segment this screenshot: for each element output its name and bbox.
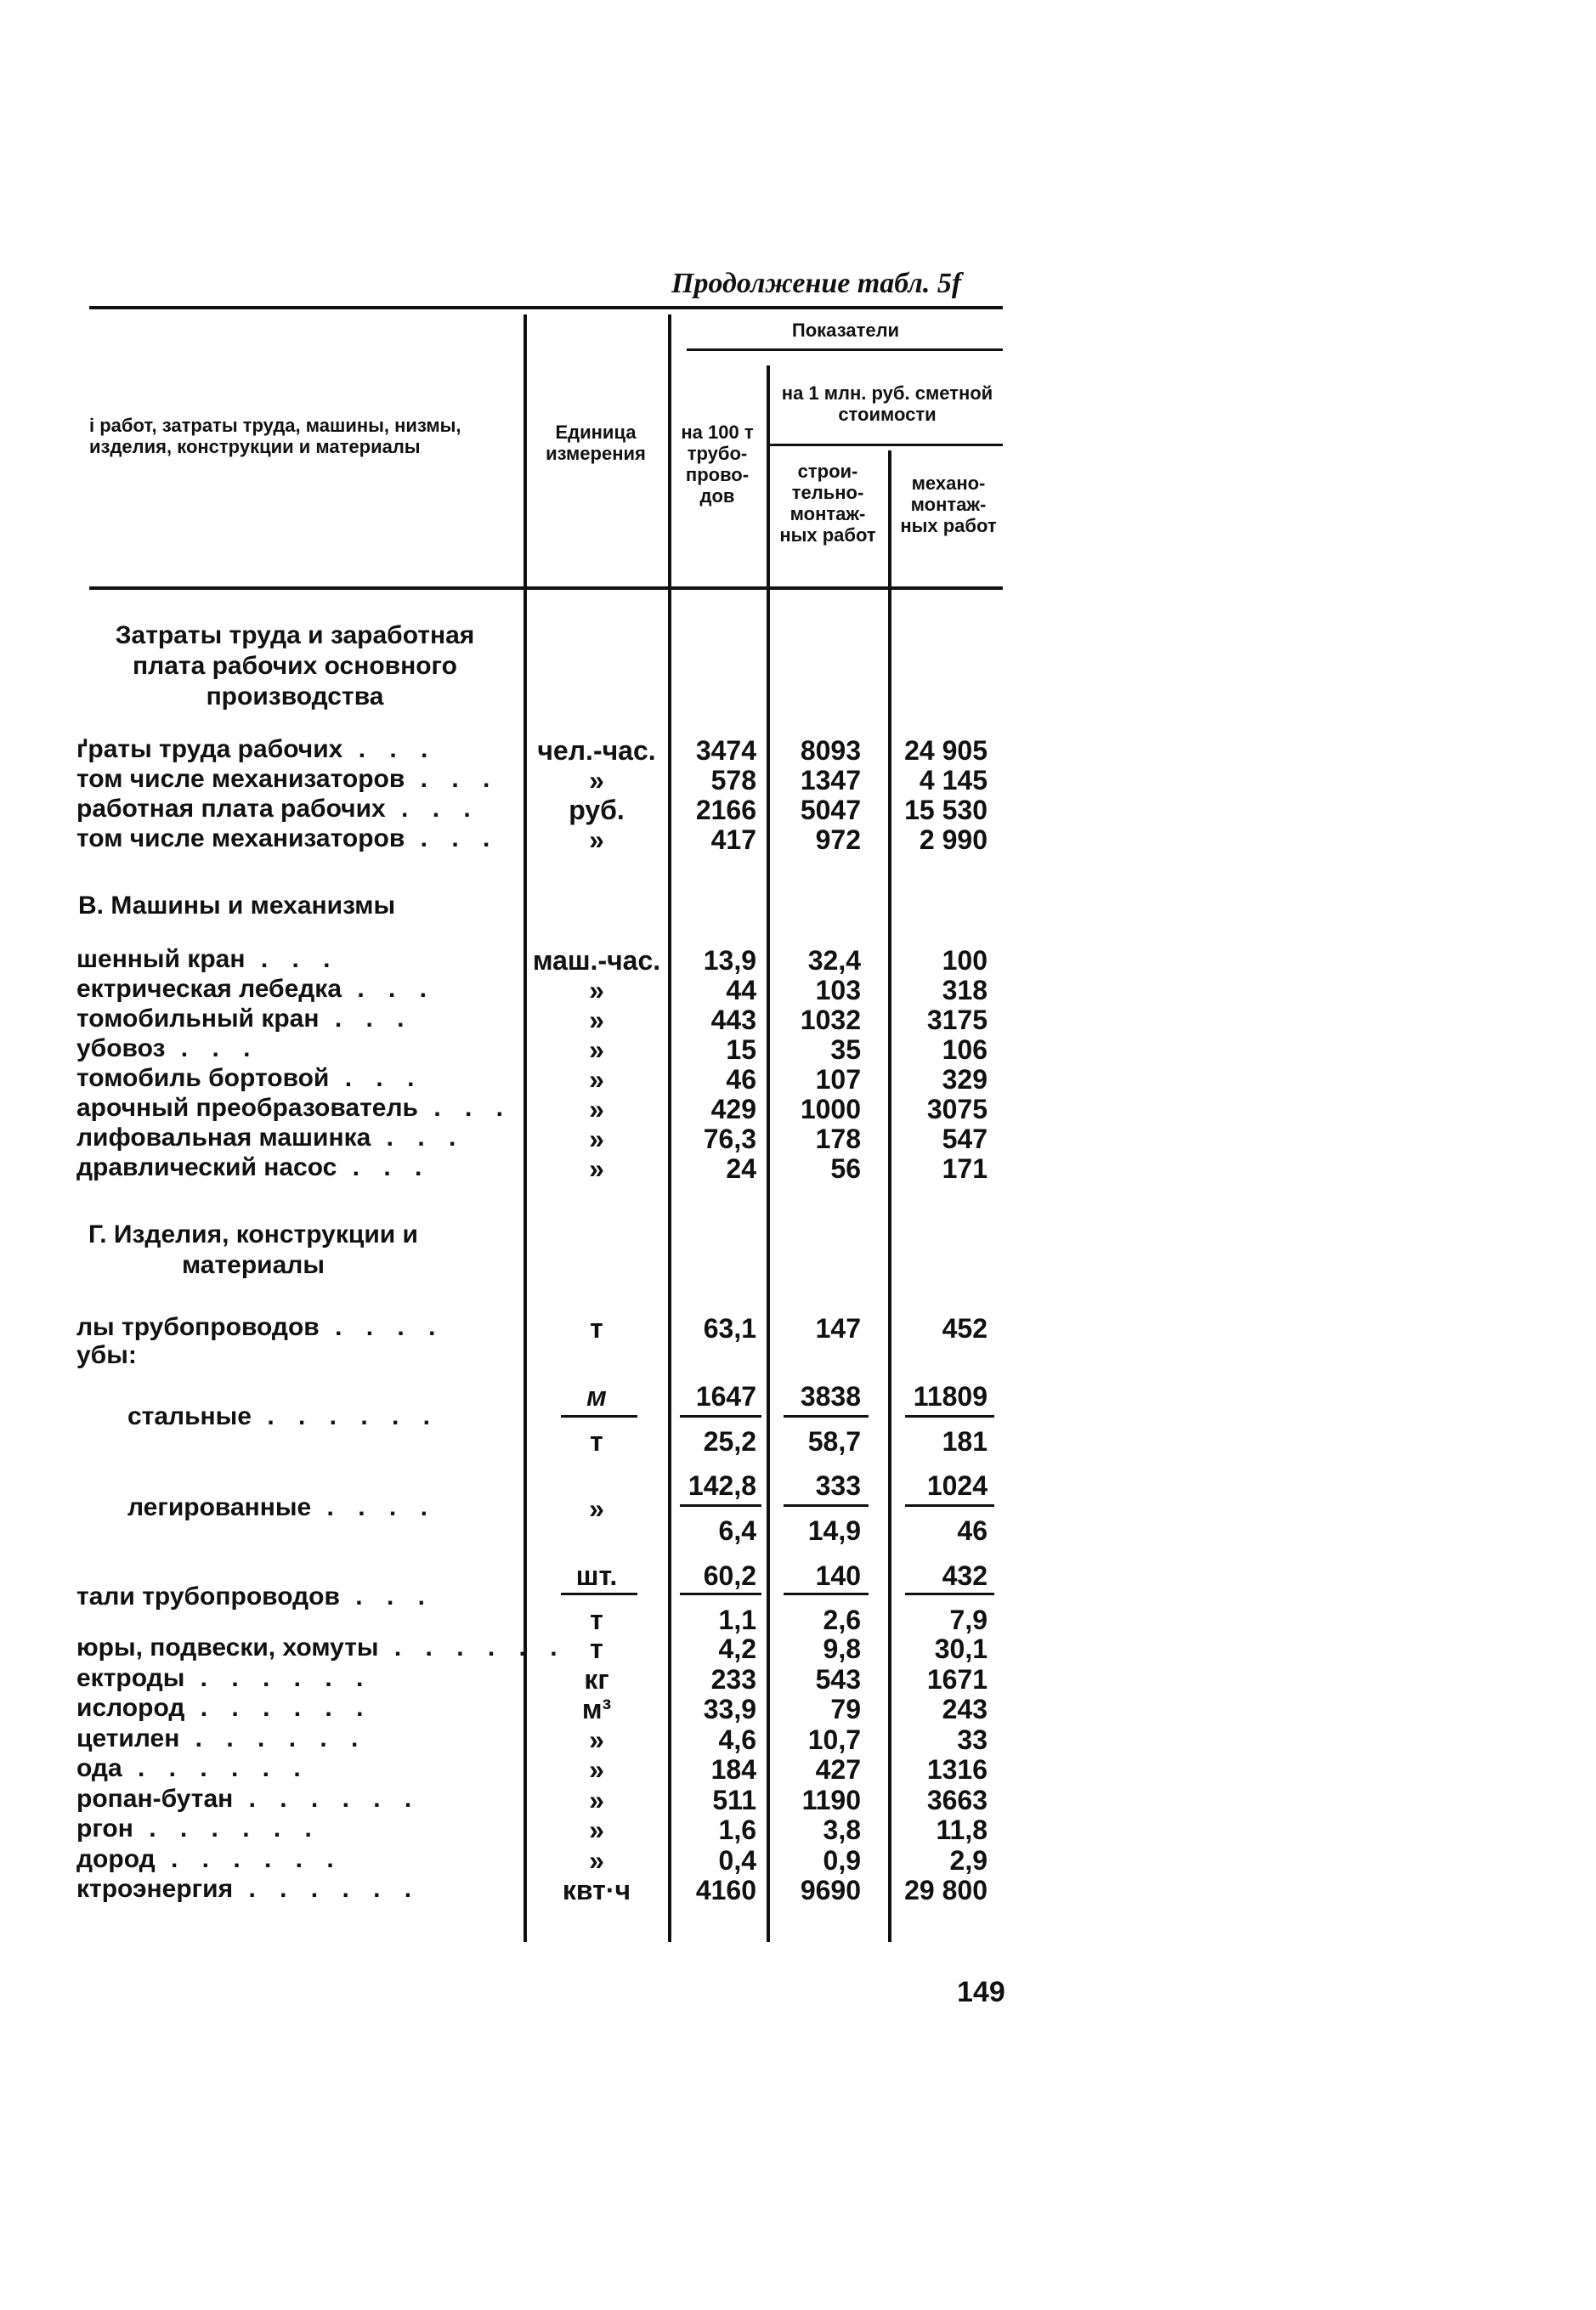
col-divider-unit (524, 314, 527, 1942)
machine-row-label (76, 975, 435, 1004)
labor-cell-unit: » (589, 824, 604, 855)
leader-dots: . . . (385, 795, 479, 823)
material-row-label-text: ргон (76, 1815, 133, 1843)
material-cell-v1: 511 (712, 1784, 756, 1815)
machine-row-label (76, 1005, 413, 1033)
material-row-label-text: ропан-бутан (76, 1784, 234, 1813)
machine-cell-v3: 3175 (926, 1005, 988, 1035)
leader-dots: . . . (405, 765, 499, 793)
unit-alloy: » (589, 1493, 604, 1524)
machine-cell-unit: » (589, 975, 604, 1005)
material-cell-unit: » (589, 1754, 604, 1785)
material-row-label-text: юры, подвески, хомуты (76, 1633, 379, 1662)
header-column-unit: Единица измерения (546, 422, 646, 464)
labor-cell-v2: 1347 (800, 765, 861, 795)
material-cell-v3: 29 800 (904, 1875, 988, 1905)
table-caption: Продолжение табл. 5f (671, 268, 962, 299)
header-mechanical: механо- монтаж- ных работ (900, 473, 997, 536)
material-row-label (76, 1815, 320, 1843)
material-cell-unit: т (590, 1633, 603, 1664)
per-1mln-rule (768, 444, 1003, 446)
section-machines-title: В. Машины и механизмы (78, 892, 396, 920)
machine-cell-v3: 100 (942, 945, 988, 976)
fraction-line-per100-steel (680, 1415, 761, 1418)
material-cell-unit: квт·ч (562, 1875, 631, 1905)
material-cell-v1: 184 (710, 1754, 756, 1785)
machine-cell-v2: 32,4 (807, 945, 861, 976)
header-column-name: і работ, затраты труда, машины, низмы, изделия, конструкции и материалы (89, 415, 461, 457)
fraction-line-per100-alloy (680, 1504, 761, 1507)
leader-dots: . . . . . . (179, 1724, 367, 1752)
value-per100-details-top: 60,2 (703, 1560, 756, 1591)
material-cell-v3: 11,8 (936, 1815, 988, 1845)
material-row-label-text: дород (76, 1844, 156, 1873)
material-row-label (76, 1875, 420, 1904)
table-top-rule (89, 306, 1003, 309)
row-label-pipeline-units: лы трубопроводов . . . . (76, 1313, 444, 1341)
leader-dots: . . . (342, 735, 437, 763)
material-cell-v3: 1316 (926, 1754, 988, 1785)
section-labor-title: Затраты труда и заработная плата рабочих основного производства (115, 621, 475, 711)
value-per100-steel-bottom: 25,2 (703, 1426, 756, 1457)
material-row-label (76, 1785, 420, 1814)
fraction-line-mechanical-steel (905, 1415, 994, 1418)
machine-row-label-text: дравлический насос (76, 1153, 337, 1181)
header-construction: строи- тельно- монтаж- ных работ (779, 461, 876, 546)
material-row-label-text: цетилен (76, 1724, 180, 1752)
fraction-line-construction-details (784, 1593, 869, 1595)
material-row-label (76, 1694, 371, 1723)
labor-cell-v1: 417 (710, 824, 756, 855)
value-per100-alloy-top: 142,8 (688, 1470, 756, 1501)
machine-cell-unit: » (589, 1094, 604, 1124)
fraction-line-mechanical-details (905, 1593, 994, 1595)
machine-row-label-text: шенный кран (76, 945, 246, 973)
material-row-label-text: ода (76, 1754, 122, 1782)
header-per-100t: на 100 т трубо- прово- дов (681, 422, 754, 507)
row-label-steel: стальные . . . . . . (127, 1402, 439, 1430)
leader-dots: . . . (245, 945, 339, 973)
value-mechanical-alloy-bottom: 46 (957, 1515, 988, 1546)
header-per-1mln: на 1 млн. руб. сметной стоимости (781, 382, 993, 425)
leader-dots: . . . . . . (184, 1694, 372, 1722)
labor-cell-unit: чел.-час. (537, 735, 656, 766)
value-per100-steel-top: 1647 (695, 1381, 756, 1412)
value-mechanical-alloy-top: 1024 (926, 1470, 988, 1501)
row-label-alloy: легированные . . . . (127, 1493, 436, 1521)
col-divider-mechanical (888, 450, 891, 1942)
leader-dots: . . . (371, 1124, 465, 1152)
leader-dots: . . . (337, 1153, 431, 1181)
material-cell-unit: кг (584, 1663, 609, 1695)
labor-cell-v3: 15 530 (904, 795, 988, 825)
machine-cell-v3: 171 (942, 1153, 988, 1184)
machine-cell-unit: маш.-час. (532, 945, 661, 976)
machine-cell-v1: 44 (726, 975, 756, 1005)
material-cell-v2: 9,8 (823, 1633, 861, 1664)
value-construction-alloy-bottom: 14,9 (807, 1515, 861, 1546)
unit-steel-bottom: т (590, 1426, 603, 1457)
leader-dots: . . . (319, 1005, 413, 1033)
leader-dots: . . . . . . (155, 1844, 342, 1873)
material-cell-v1: 1,6 (718, 1815, 756, 1845)
material-cell-v2: 543 (815, 1663, 861, 1695)
labor-cell-v2: 972 (815, 824, 861, 855)
material-row-label (76, 1633, 566, 1662)
labor-row-label (76, 795, 479, 824)
machine-cell-unit: » (589, 1153, 604, 1184)
value-construction-steel-top: 3838 (800, 1381, 861, 1412)
fraction-line-per100-details (680, 1593, 761, 1595)
value-construction-details-top: 140 (815, 1560, 861, 1591)
machine-cell-v1: 24 (726, 1153, 756, 1184)
material-cell-v1: 33,9 (703, 1694, 756, 1724)
labor-cell-v1: 578 (710, 765, 756, 795)
material-cell-v3: 30,1 (934, 1633, 988, 1664)
machine-cell-v2: 107 (815, 1064, 861, 1095)
material-row-label-text: ктроэнергия (76, 1875, 234, 1903)
machine-cell-v3: 329 (942, 1064, 988, 1095)
material-row-label (76, 1724, 366, 1753)
machine-cell-v1: 443 (710, 1005, 756, 1035)
labor-cell-v2: 8093 (800, 735, 861, 766)
header-indicators: Показатели (791, 320, 900, 341)
material-cell-v3: 3663 (926, 1784, 988, 1815)
labor-cell-v3: 2 990 (919, 824, 988, 855)
material-cell-v1: 4160 (695, 1875, 756, 1905)
machine-cell-v2: 35 (830, 1034, 861, 1065)
labor-row-label (76, 765, 498, 794)
machine-row-label (76, 1153, 430, 1182)
value-mechanical-details-bottom: 7,9 (949, 1605, 988, 1635)
unit-details-bottom: т (590, 1605, 603, 1635)
labor-row-label-text: том числе механизаторов (76, 824, 405, 852)
material-cell-v3: 33 (957, 1724, 988, 1755)
leader-dots: . . . (329, 1064, 423, 1092)
leader-dots: . . . (417, 1094, 512, 1122)
value-construction-alloy-top: 333 (815, 1470, 861, 1501)
material-row-label-text: ислород (76, 1694, 185, 1722)
machine-row-label-text: лифовальная машинка (76, 1124, 371, 1152)
leader-dots: . . . . . . (184, 1663, 372, 1692)
material-cell-v1: 233 (710, 1663, 756, 1695)
fraction-line-unit-steel (561, 1415, 637, 1418)
row-label-pipes: убы: (76, 1341, 137, 1369)
leader-dots: . . . . . . (233, 1784, 421, 1813)
machine-row-label-text: томобильный кран (76, 1005, 320, 1033)
machine-cell-v2: 1000 (800, 1094, 861, 1124)
value-construction-steel-bottom: 58,7 (807, 1426, 861, 1457)
material-cell-v2: 79 (830, 1694, 861, 1724)
machine-cell-v3: 547 (942, 1124, 988, 1154)
material-row-label (76, 1664, 371, 1693)
value-per100-alloy-bottom: 6,4 (718, 1515, 756, 1546)
machine-row-label-text: арочный преобразователь (76, 1094, 418, 1122)
labor-cell-v3: 24 905 (904, 735, 988, 766)
machine-row-label (76, 1094, 512, 1123)
labor-row-label-text: том числе механизаторов (76, 765, 405, 793)
material-row-label (76, 1845, 342, 1874)
machine-cell-v2: 178 (815, 1124, 861, 1154)
material-cell-unit: » (589, 1844, 604, 1876)
machine-cell-v1: 429 (710, 1094, 756, 1124)
material-cell-v2: 427 (815, 1754, 861, 1785)
material-cell-v2: 1190 (801, 1784, 861, 1815)
material-row-label-text: ектроды (76, 1663, 185, 1692)
fraction-line-construction-steel (784, 1415, 869, 1418)
labor-cell-v1: 3474 (695, 735, 756, 766)
machine-cell-v1: 46 (726, 1064, 756, 1095)
indicators-rule (687, 348, 1003, 351)
unit-pipeline-units: т (590, 1313, 603, 1344)
value-per100-pipeline-units: 63,1 (703, 1313, 756, 1344)
machine-cell-unit: » (589, 1034, 604, 1065)
material-cell-v2: 3,8 (823, 1815, 861, 1845)
labor-row-label (76, 735, 436, 764)
unit-steel-top: м (586, 1381, 607, 1412)
leader-dots: . . . . . . (133, 1815, 320, 1843)
material-cell-v1: 4,2 (718, 1633, 756, 1664)
material-cell-v1: 4,6 (718, 1724, 756, 1755)
value-mechanical-steel-top: 11809 (913, 1381, 988, 1412)
value-mechanical-steel-bottom: 181 (942, 1426, 988, 1457)
value-construction-details-bottom: 2,6 (823, 1605, 861, 1635)
leader-dots: . . . (342, 975, 436, 1003)
header-bottom-rule (89, 586, 1003, 590)
machine-row-label (76, 1124, 464, 1152)
machine-cell-v1: 76,3 (703, 1124, 756, 1154)
labor-row-label (76, 824, 498, 853)
material-cell-v2: 0,9 (823, 1844, 861, 1876)
material-cell-v3: 2,9 (949, 1844, 988, 1876)
value-construction-pipeline-units: 147 (815, 1313, 861, 1344)
labor-cell-v1: 2166 (695, 795, 756, 825)
labor-cell-unit: » (589, 765, 604, 795)
material-cell-v2: 10,7 (807, 1724, 861, 1755)
machine-row-label-text: томобиль бортовой (76, 1064, 330, 1092)
material-cell-unit: » (589, 1815, 604, 1845)
labor-row-label-text: работная плата рабочих (76, 795, 386, 823)
material-cell-v1: 0,4 (718, 1844, 756, 1876)
machine-cell-v3: 318 (942, 975, 988, 1005)
labor-cell-v3: 4 145 (919, 765, 988, 795)
machine-cell-unit: » (589, 1124, 604, 1154)
machine-cell-v1: 13,9 (703, 945, 756, 976)
fraction-line-unit-details (561, 1593, 637, 1595)
machine-row-label (76, 1034, 258, 1063)
machine-row-label (76, 1064, 422, 1093)
leader-dots: . . . (405, 824, 499, 852)
material-cell-v3: 1671 (926, 1663, 988, 1695)
value-mechanical-details-top: 432 (942, 1560, 988, 1591)
machine-row-label (76, 945, 339, 974)
machine-cell-v1: 15 (726, 1034, 756, 1065)
material-cell-unit: » (589, 1724, 604, 1755)
material-row-label (76, 1754, 309, 1783)
section-products-title: Г. Изделия, конструкции и материалы (88, 1220, 418, 1279)
labor-cell-v2: 5047 (800, 795, 861, 825)
machine-cell-v2: 56 (830, 1153, 861, 1184)
row-label-details: тали трубопроводов . . . (76, 1582, 433, 1611)
page-number: 149 (957, 1976, 1005, 2008)
material-cell-v2: 9690 (800, 1875, 861, 1905)
machine-cell-v2: 103 (815, 975, 861, 1005)
leader-dots: . . . . . . (233, 1875, 421, 1903)
material-cell-v3: 243 (942, 1694, 988, 1724)
unit-details-top: шт. (575, 1560, 618, 1591)
machine-cell-unit: » (589, 1005, 604, 1035)
fraction-line-mechanical-alloy (905, 1504, 994, 1507)
machine-cell-v2: 1032 (800, 1005, 861, 1035)
machine-cell-v3: 3075 (926, 1094, 988, 1124)
fraction-line-construction-alloy (784, 1504, 869, 1507)
labor-cell-unit: руб. (569, 795, 625, 825)
labor-row-label-text: ґраты труда рабочих (76, 735, 343, 763)
leader-dots: . . . (165, 1034, 259, 1062)
machine-row-label-text: убовоз (76, 1034, 166, 1062)
leader-dots: . . . . . . (122, 1754, 309, 1782)
leader-dots: . . . . . . (378, 1633, 566, 1662)
material-cell-unit: м³ (581, 1694, 612, 1724)
material-cell-unit: » (589, 1784, 604, 1815)
machine-cell-v3: 106 (942, 1034, 988, 1065)
value-mechanical-pipeline-units: 452 (942, 1313, 988, 1344)
machine-row-label-text: ектрическая лебедка (76, 975, 342, 1003)
value-per100-details-bottom: 1,1 (718, 1605, 756, 1635)
machine-cell-unit: » (589, 1064, 604, 1095)
